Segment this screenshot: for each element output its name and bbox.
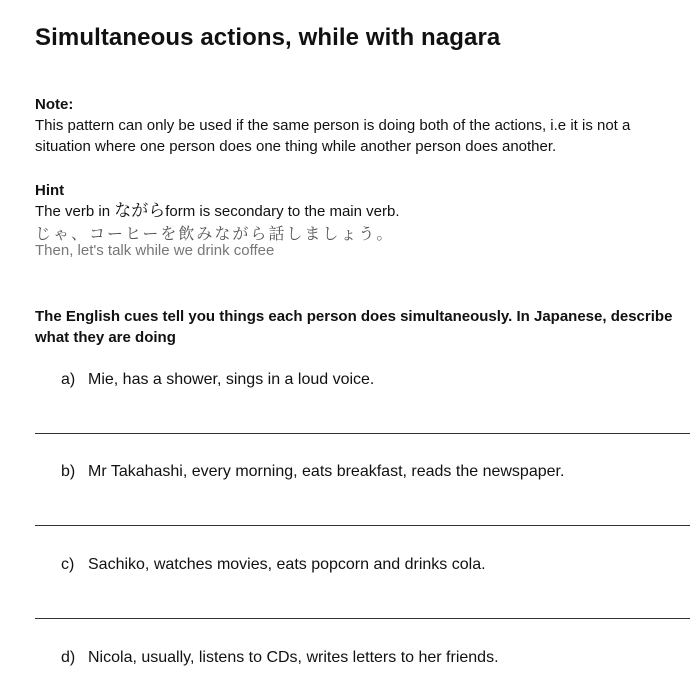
answer-line-c[interactable] <box>35 618 690 619</box>
example-english: Then, let's talk while we drink coffee <box>35 242 275 259</box>
question-c <box>61 556 486 574</box>
question-letter: c) <box>61 556 75 573</box>
question-letter: b) <box>61 463 76 480</box>
hint-text-before: The verb in <box>35 203 115 220</box>
question-text: Nicola, usually, listens to CDs, writes letters to her friends. <box>88 649 499 666</box>
instructions: The English cues tell you things each person does simultaneously. In Japanese, describe what they are doing <box>35 308 673 346</box>
page-title: Simultaneous actions, while with nagara <box>35 24 501 51</box>
question-d <box>61 649 499 667</box>
hint-heading: Hint <box>35 182 65 199</box>
note-text: This pattern can only be used if the same person is doing both of the actions, i.e it is not a situation where one person does one thing while another person does another. <box>35 117 631 155</box>
answer-line-b[interactable] <box>35 525 690 526</box>
question-text: Mie, has a shower, sings in a loud voice. <box>88 371 375 388</box>
hint-text-after: form is secondary to the main verb. <box>165 203 400 220</box>
answer-line-a[interactable] <box>35 433 690 434</box>
question-a <box>61 371 374 389</box>
hint-text <box>35 201 685 222</box>
question-text: Sachiko, watches movies, eats popcorn and drinks cola. <box>88 556 486 573</box>
question-text: Mr Takahashi, every morning, eats breakfast, reads the newspaper. <box>88 463 565 480</box>
question-letter: a) <box>61 371 76 388</box>
question-letter: d) <box>61 649 76 666</box>
example-japanese: じゃ、コーヒーを飲みながら話しましょう。 <box>35 224 395 243</box>
hint-text-jp: ながら <box>114 201 166 221</box>
note-heading: Note: <box>35 96 74 113</box>
question-b <box>61 463 564 481</box>
